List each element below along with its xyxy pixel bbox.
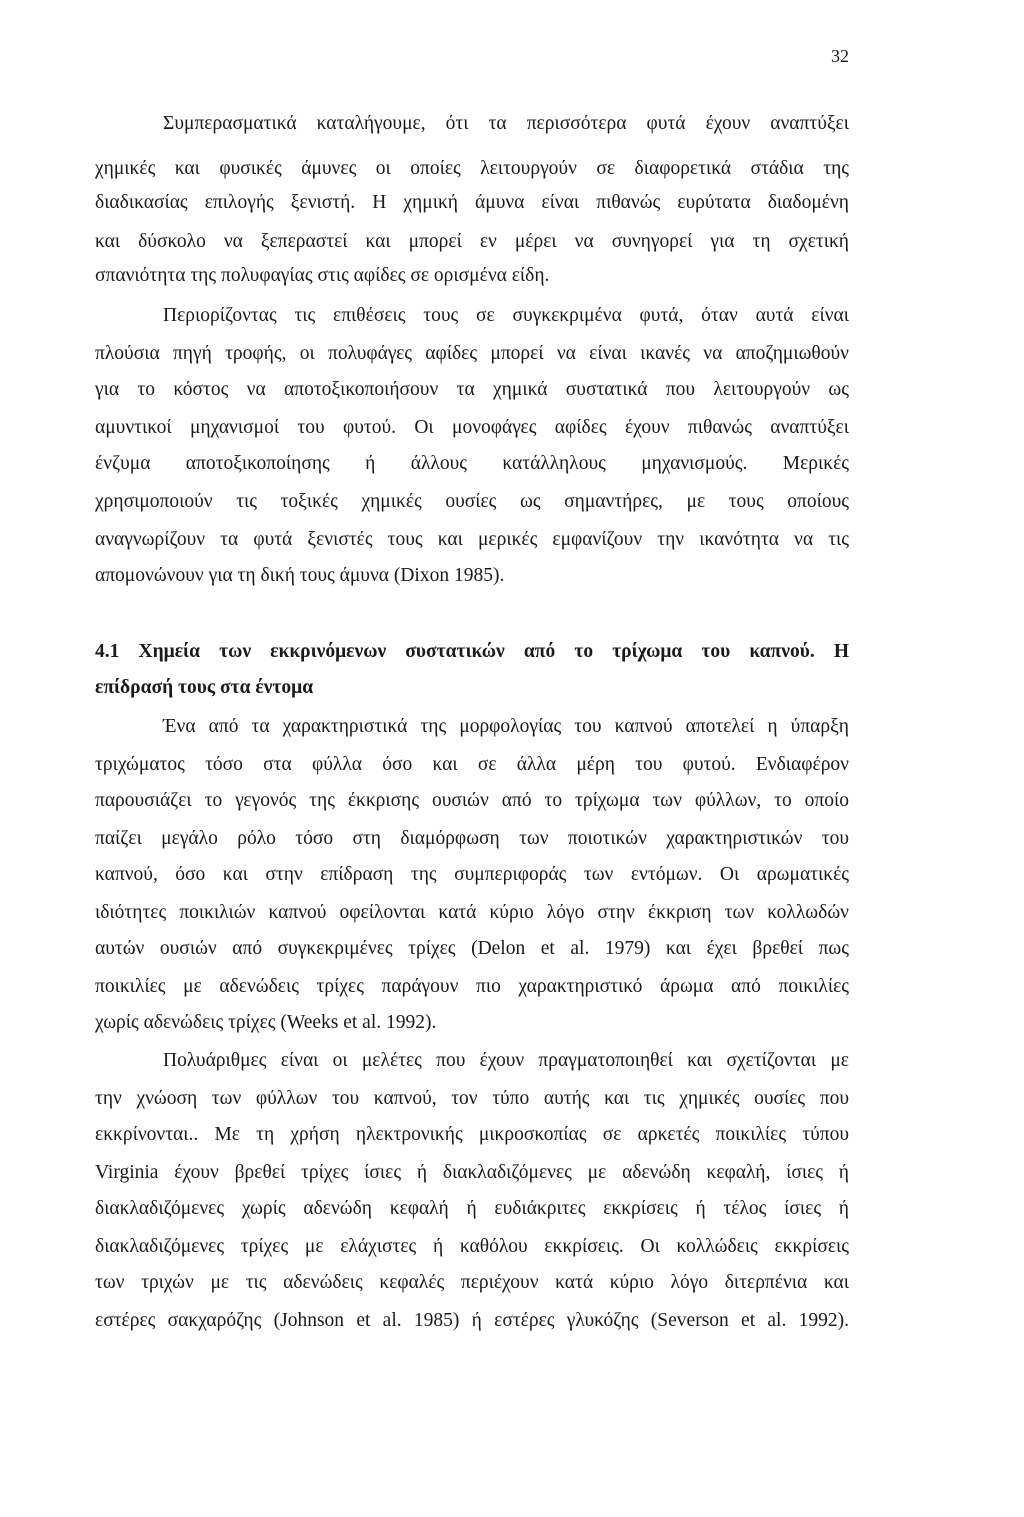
text-line: και δύσκολο να ξεπεραστεί και μπορεί εν μέρει να συνηγορεί για τη σχετική [95,231,849,252]
text-line: παίζει μεγάλο ρόλο τόσο στη διαμόρφωση των ποιοτικών χαρακτηριστικών του [95,828,849,849]
text-line: πλούσια πηγή τροφής, οι πολυφάγες αφίδες μπορεί να είναι ικανές να αποζημιωθούν [95,343,849,364]
text-line: Ένα από τα χαρακτηριστικά της μορφολογίας του καπνού αποτελεί η ύπαρξη [163,716,849,737]
text-line: εστέρες σακχαρόζης (Johnson et al. 1985) ή εστέρες γλυκόζης (Severson et al. 1992). [95,1310,849,1331]
text-line: διακλαδιζόμενες χωρίς αδενώδη κεφαλή ή ευδιάκριτες εκκρίσεις ή τέλος ίσιες ή [95,1198,849,1219]
page-number: 32 [831,46,849,66]
text-line: τριχώματος τόσο στα φύλλα όσο και σε άλλα μέρη του φυτού. Ενδιαφέρον [95,754,849,775]
text-line: διαδικασίας επιλογής ξενιστή. Η χημική άμυνα είναι πιθανώς ευρύτατα διαδομένη [95,192,849,213]
text-line: καπνού, όσο και στην επίδραση της συμπεριφοράς των εντόμων. Οι αρωματικές [95,864,849,885]
text-line: των τριχών με τις αδενώδεις κεφαλές περιέχουν κατά κύριο λόγο διτερπένια και [95,1272,849,1293]
text-line: απομονώνουν για τη δική τους άμυνα (Dixon 1985). [95,565,505,586]
text-line: ιδιότητες ποικιλιών καπνού οφείλονται κατά κύριο λόγο στην έκκριση των κολλωδών [95,902,849,923]
text-line: Virginia έχουν βρεθεί τρίχες ίσιες ή διακλαδιζόμενες με αδενώδη κεφαλή, ίσιες ή [95,1162,849,1183]
section-heading-continued: επίδρασή τους στα έντομα [95,677,314,698]
text-line: εκκρίνονται.. Με τη χρήση ηλεκτρονικής μικροσκοπίας σε αρκετές ποικιλίες τύπου [95,1124,849,1145]
text-line: σπανιότητα της πολυφαγίας στις αφίδες σε ορισμένα είδη. [95,265,550,286]
text-line: χρησιμοποιούν τις τοξικές χημικές ουσίες ως σημαντήρες, με τους οποίους [95,491,849,512]
section-heading: 4.1 Χημεία των εκκρινόμενων συστατικών από το τρίχωμα του καπνού. Η [95,641,849,662]
text-line: ένζυμα αποτοξικοποίησης ή άλλους κατάλληλους μηχανισμούς. Μερικές [95,453,849,474]
text-line: Πολυάριθμες είναι οι μελέτες που έχουν πραγματοποιηθεί και σχετίζονται με [163,1050,849,1071]
text-line: χωρίς αδενώδεις τρίχες (Weeks et al. 1992). [95,1012,437,1033]
text-line: αμυντικοί μηχανισμοί του φυτού. Οι μονοφάγες αφίδες έχουν πιθανώς αναπτύξει [95,417,849,438]
text-line: αναγνωρίζουν τα φυτά ξενιστές τους και μερικές εμφανίζουν την ικανότητα να τις [95,529,849,550]
text-line: διακλαδιζόμενες τρίχες με ελάχιστες ή καθόλου εκκρίσεις. Οι κολλώδεις εκκρίσεις [95,1236,849,1257]
text-line: χημικές και φυσικές άμυνες οι οποίες λειτουργούν σε διαφορετικά στάδια της [95,158,849,179]
text-line: αυτών ουσιών από συγκεκριμένες τρίχες (Delon et al. 1979) και έχει βρεθεί πως [95,938,849,959]
text-line: παρουσιάζει το γεγονός της έκκρισης ουσιών από το τρίχωμα των φύλλων, το οποίο [95,790,849,811]
text-line: ποικιλίες με αδενώδεις τρίχες παράγουν πιο χαρακτηριστικό άρωμα από ποικιλίες [95,976,849,997]
text-line: Περιορίζοντας τις επιθέσεις τους σε συγκεκριμένα φυτά, όταν αυτά είναι [163,305,849,326]
text-line: την χνώοση των φύλλων του καπνού, τον τύπο αυτής και τις χημικές ουσίες που [95,1088,849,1109]
text-line: Συμπερασματικά καταλήγουμε, ότι τα περισσότερα φυτά έχουν αναπτύξει [163,113,849,134]
text-line: για το κόστος να αποτοξικοποιήσουν τα χημικά συστατικά που λειτουργούν ως [95,379,849,400]
